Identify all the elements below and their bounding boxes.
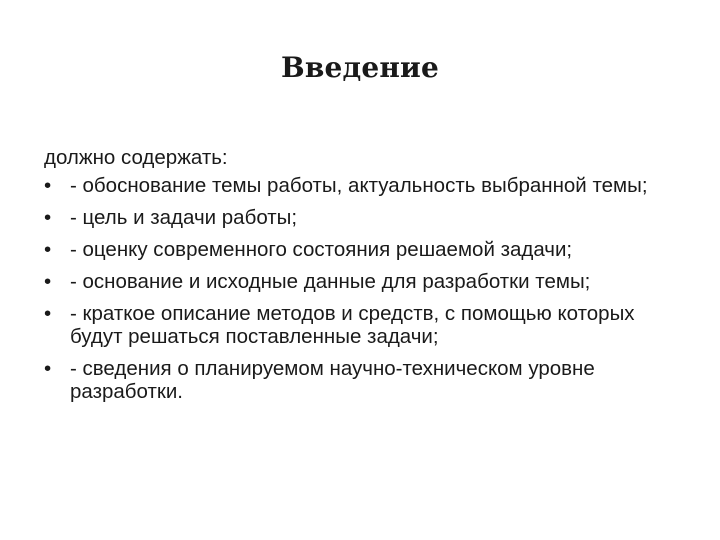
- bullet-text: - обоснование темы работы, актуальность выбранной темы;: [70, 174, 648, 197]
- slide-title: Введение: [280, 51, 440, 84]
- intro-text: должно содержать:: [44, 146, 228, 169]
- slide-body: [44, 146, 684, 412]
- bullet-icon: •: [44, 206, 52, 229]
- bullet-icon: •: [44, 238, 52, 261]
- bullet-item-goals: [44, 206, 684, 229]
- bullet-icon: •: [44, 302, 52, 325]
- bullet-text: - краткое описание методов и средств, с помощью которых будут решаться поставленные задачи;: [70, 302, 635, 348]
- bullet-icon: •: [44, 270, 52, 293]
- bullet-item-technical-level: [44, 357, 684, 403]
- bullet-item-state-assessment: [44, 238, 684, 261]
- bullet-text: - сведения о планируемом научно-техническом уровне разработки.: [70, 357, 595, 403]
- bullet-text: - оценку современного состояния решаемой задачи;: [70, 238, 573, 261]
- bullet-list: [44, 174, 684, 403]
- bullet-item-justification: [44, 174, 684, 197]
- bullet-icon: •: [44, 174, 52, 197]
- bullet-item-methods: [44, 302, 684, 348]
- bullet-item-source-data: [44, 270, 684, 293]
- bullet-icon: •: [44, 357, 52, 380]
- bullet-text: - основание и исходные данные для разработки темы;: [70, 270, 591, 293]
- bullet-text: - цель и задачи работы;: [70, 206, 298, 229]
